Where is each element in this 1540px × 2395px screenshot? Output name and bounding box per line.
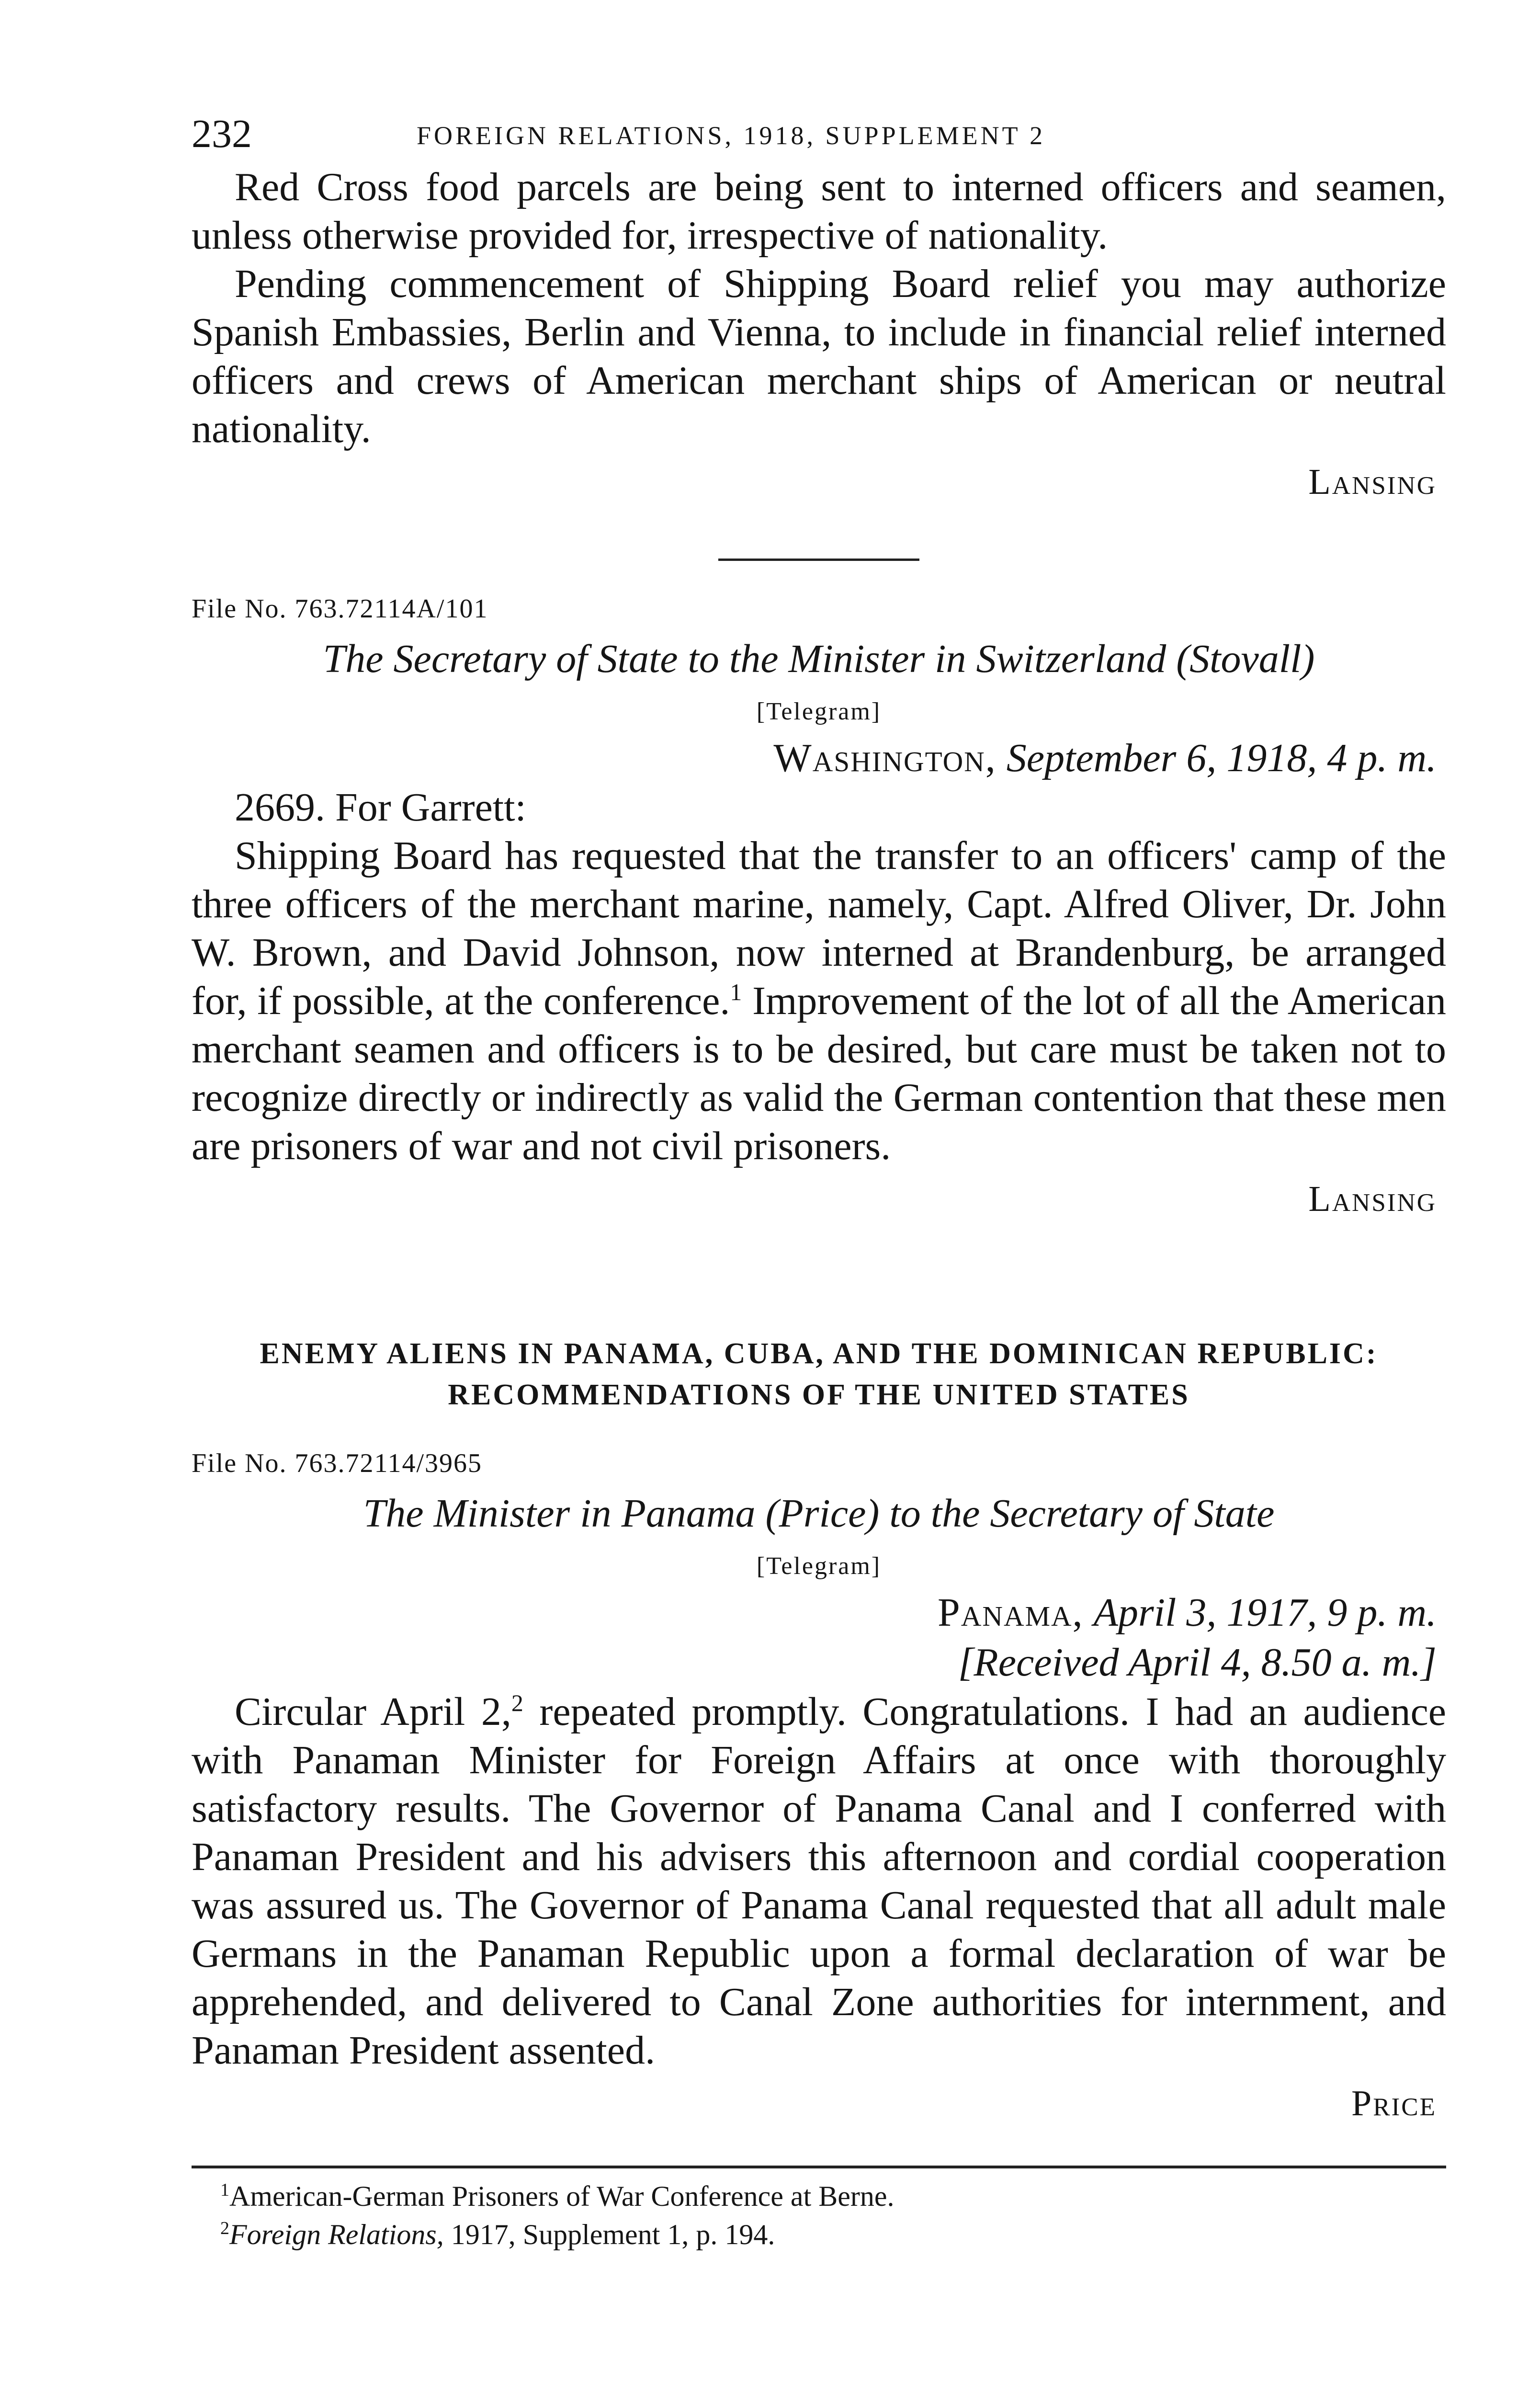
paragraph: Red Cross food parcels are being sent to interned officers and seamen, unless otherwise provided for, irrespective of nationality. xyxy=(192,165,1446,258)
file-number: File No. 763.72114A/101 xyxy=(192,594,488,624)
document-title: The Secretary of State to the Minister in Switzerland (Stovall) xyxy=(323,637,1315,681)
divider xyxy=(718,559,919,561)
paragraph-text: Circular April 2, xyxy=(235,1689,511,1734)
section-heading: ENEMY ALIENS IN PANAMA, CUBA, AND THE DOMINICAN REPUBLIC: RECOMMENDATIONS OF THE UNITED STATES xyxy=(260,1337,1378,1411)
dateline xyxy=(192,1588,1437,1638)
dateline xyxy=(192,733,1437,783)
footnote-text: 1917, Supplement 1, p. 194. xyxy=(443,2219,775,2250)
paragraph-text: Improvement of the lot of all the American merchant seamen and officers is to be desired, but care must be taken not to recognize directly or indirectly as valid the German contention that these men are prisoners of war and not civil prisoners. xyxy=(192,979,1446,1168)
running-head xyxy=(192,110,1446,163)
paragraph: Pending commencement of Shipping Board relief you may authorize Spanish Embassies, Berlin and Vienna, to include in financial relief interned officers and crews of American merchant ships of American or neutral nationality. xyxy=(192,262,1446,451)
paragraph-text: Shipping Board has requested that the transfer to an officers' camp of the three officers of the merchant marine, namely, Capt. Alfred Oliver, Dr. John W. Brown, and David Johnson, now interned at Brandenburg, be arranged for, if possible, at the conference. xyxy=(192,833,1446,1023)
signature: Price xyxy=(1351,2083,1437,2123)
paragraph xyxy=(192,832,1446,1170)
telegram-label: [Telegram] xyxy=(756,698,882,725)
footnote-ref: 2 xyxy=(511,1689,523,1716)
footnote-mark: 2 xyxy=(220,2218,229,2238)
paragraph: 2669. For Garrett: xyxy=(235,785,526,830)
paragraph xyxy=(192,1688,1446,2075)
footnote xyxy=(192,2215,1446,2254)
running-title: FOREIGN RELATIONS, 1918, SUPPLEMENT 2 xyxy=(417,121,1046,150)
dateline-date: September 6, 1918, 4 p. m. xyxy=(1006,736,1437,780)
received-line: [Received April 4, 8.50 a. m.] xyxy=(958,1640,1437,1685)
telegram-label: [Telegram] xyxy=(756,1552,882,1580)
page-number: 232 xyxy=(192,112,252,156)
signature: Lansing xyxy=(1308,462,1437,502)
file-number: File No. 763.72114/3965 xyxy=(192,1448,483,1478)
document-title: The Minister in Panama (Price) to the Secretary of State xyxy=(363,1491,1275,1536)
footnote-mark: 1 xyxy=(220,2180,229,2200)
signature: Lansing xyxy=(1308,1179,1437,1219)
footnote-ref: 1 xyxy=(730,979,742,1005)
footnote xyxy=(192,2177,1446,2215)
dateline-place: Panama, xyxy=(938,1590,1084,1635)
paragraph-text: repeated promptly. Congratulations. I had an audience with Panaman Minister for Foreign Affairs at once with thoroughly satisfactory results. The Governor of Panama Canal and I conferred with Panaman President and his advisers this afternoon and cordial cooperation was assured us. The Governor of Panama Canal requested that all adult male Germans in the Panaman Republic upon a formal declaration of war be apprehended, and delivered to Canal Zone authorities for internment, and Panaman President assented. xyxy=(192,1689,1447,2073)
footnote-text: American-German Prisoners of War Conference at Berne. xyxy=(229,2180,895,2212)
dateline-place: Washington, xyxy=(773,736,996,780)
document-page xyxy=(192,110,1446,2254)
dateline-date: April 3, 1917, 9 p. m. xyxy=(1093,1590,1437,1635)
footnotes xyxy=(192,2166,1446,2254)
footnote-italic: Foreign Relations, xyxy=(229,2219,444,2250)
